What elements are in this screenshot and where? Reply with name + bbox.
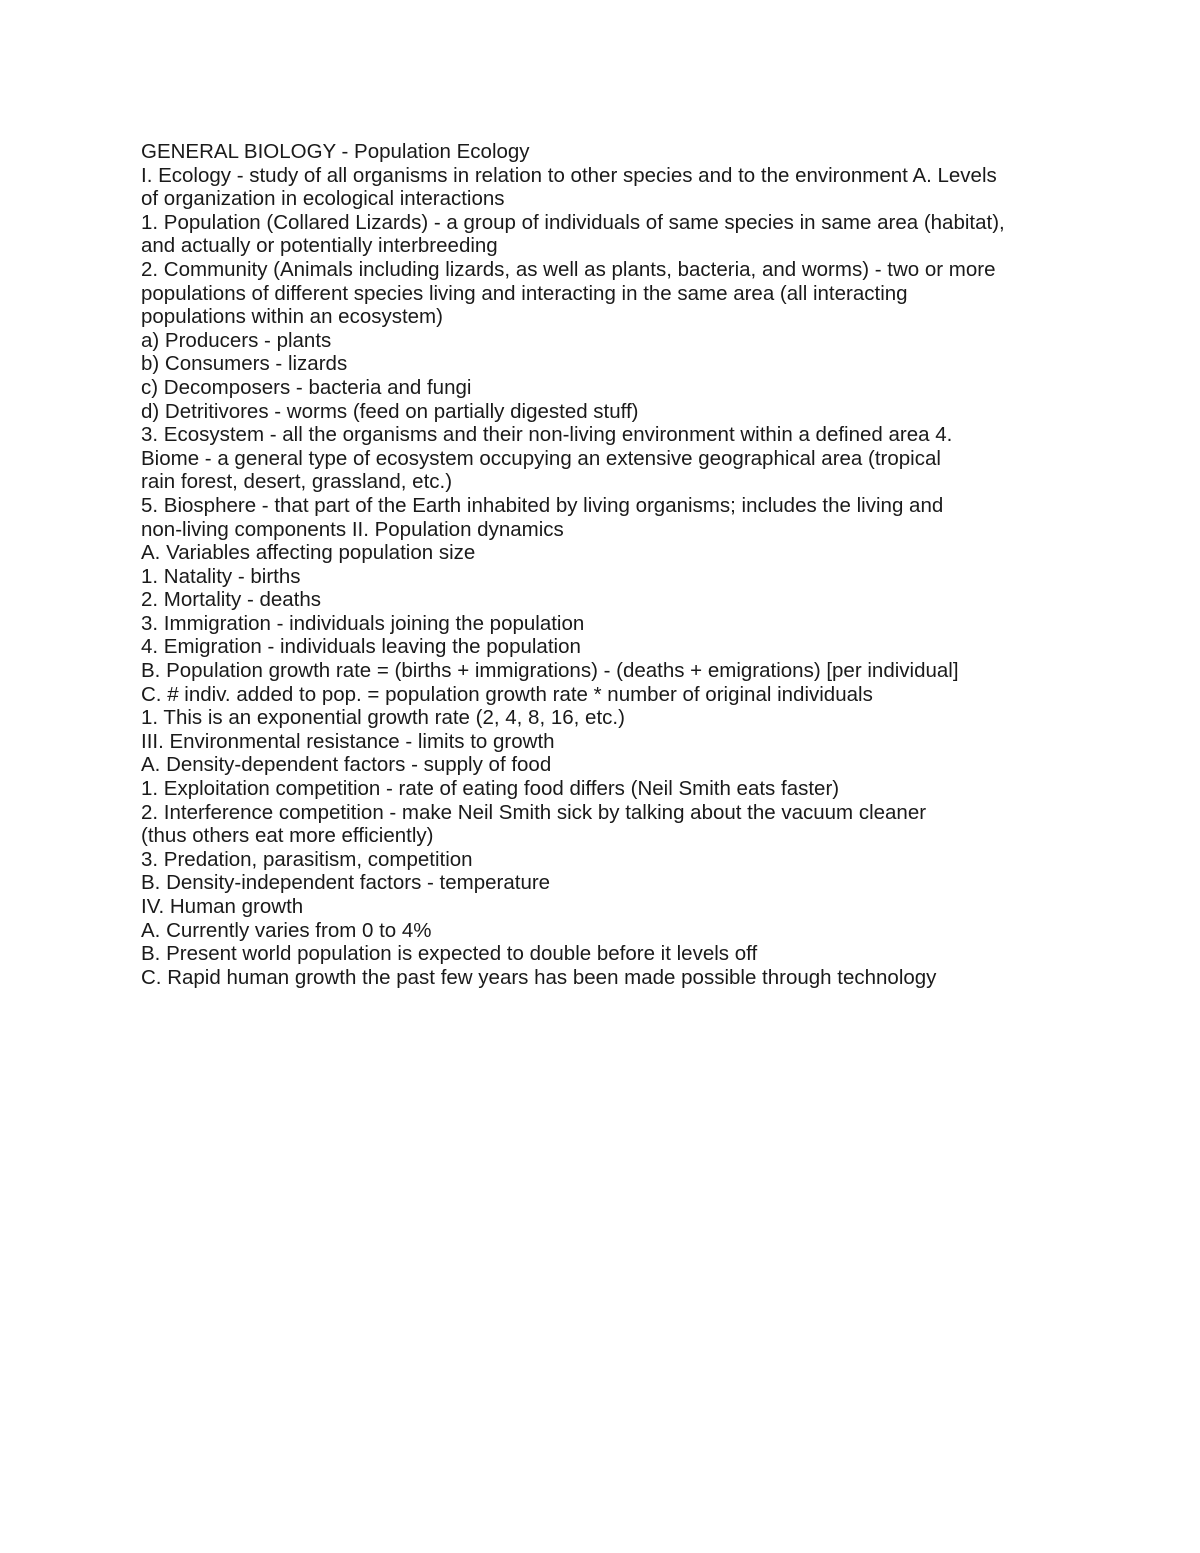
text-line: rain forest, desert, grassland, etc.) bbox=[141, 470, 453, 494]
text-line: of organization in ecological interactions bbox=[141, 187, 505, 211]
text-line: C. Rapid human growth the past few years has been made possible through technology bbox=[141, 965, 937, 989]
text-line: 5. Biosphere - that part of the Earth inhabited by living organisms; includes the living and bbox=[141, 493, 944, 517]
text-line: 3. Immigration - individuals joining the population bbox=[141, 611, 585, 635]
text-line: 1. This is an exponential growth rate (2, 4, 8, 16, etc.) bbox=[141, 706, 625, 730]
text-line: Biome - a general type of ecosystem occupying an extensive geographical area (tropical bbox=[141, 446, 941, 470]
text-line: IV. Human growth bbox=[141, 895, 304, 918]
text-line: 4. Emigration - individuals leaving the population bbox=[141, 635, 581, 659]
text-line: 1. Exploitation competition - rate of eating food differs (Neil Smith eats faster) bbox=[141, 777, 840, 801]
text-line: 1. Natality - births bbox=[141, 564, 301, 588]
text-line: A. Variables affecting population size bbox=[141, 541, 476, 565]
text-line: d) Detritivores - worms (feed on partially digested stuff) bbox=[141, 399, 639, 423]
text-line: populations of different species living and interacting in the same area (all interacting bbox=[141, 281, 908, 305]
text-line: A. Density-dependent factors - supply of food bbox=[141, 753, 552, 777]
text-line: 2. Mortality - deaths bbox=[141, 588, 322, 612]
text-line: 2. Community (Animals including lizards, as well as plants, bacteria, and worms) - two or more bbox=[141, 257, 996, 281]
text-line: c) Decomposers - bacteria and fungi bbox=[141, 375, 472, 399]
text-line: non-living components II. Population dynamics bbox=[141, 517, 564, 541]
text-line: C. # indiv. added to pop. = population growth rate * number of original individuals bbox=[141, 682, 873, 706]
text-line: 2. Interference competition - make Neil Smith sick by talking about the vacuum cleaner bbox=[141, 800, 927, 824]
text-line: A. Currently varies from 0 to 4% bbox=[141, 918, 432, 942]
text-line: 3. Ecosystem - all the organisms and their non-living environment within a defined area 4. bbox=[141, 423, 953, 447]
text-line: a) Producers - plants bbox=[141, 328, 332, 352]
document-title: GENERAL BIOLOGY - Population Ecology bbox=[141, 140, 530, 163]
text-line: III. Environmental resistance - limits to growth bbox=[141, 729, 555, 753]
text-line: B. Population growth rate = (births + immigrations) - (deaths + emigrations) [per individual] bbox=[141, 659, 959, 683]
text-line: (thus others eat more efficiently) bbox=[141, 824, 434, 848]
text-line: populations within an ecosystem) bbox=[141, 305, 443, 329]
text-line: B. Density-independent factors - temperature bbox=[141, 871, 551, 895]
text-line: B. Present world population is expected to double before it levels off bbox=[141, 942, 758, 966]
text-line: 1. Population (Collared Lizards) - a group of individuals of same species in same area (habitat), bbox=[141, 210, 1005, 234]
text-line: I. Ecology - study of all organisms in relation to other species and to the environment A. Levels bbox=[141, 163, 997, 187]
text-line: and actually or potentially interbreeding bbox=[141, 234, 498, 258]
text-line: b) Consumers - lizards bbox=[141, 352, 348, 376]
document-body bbox=[141, 140, 1071, 989]
text-line: 3. Predation, parasitism, competition bbox=[141, 847, 473, 871]
